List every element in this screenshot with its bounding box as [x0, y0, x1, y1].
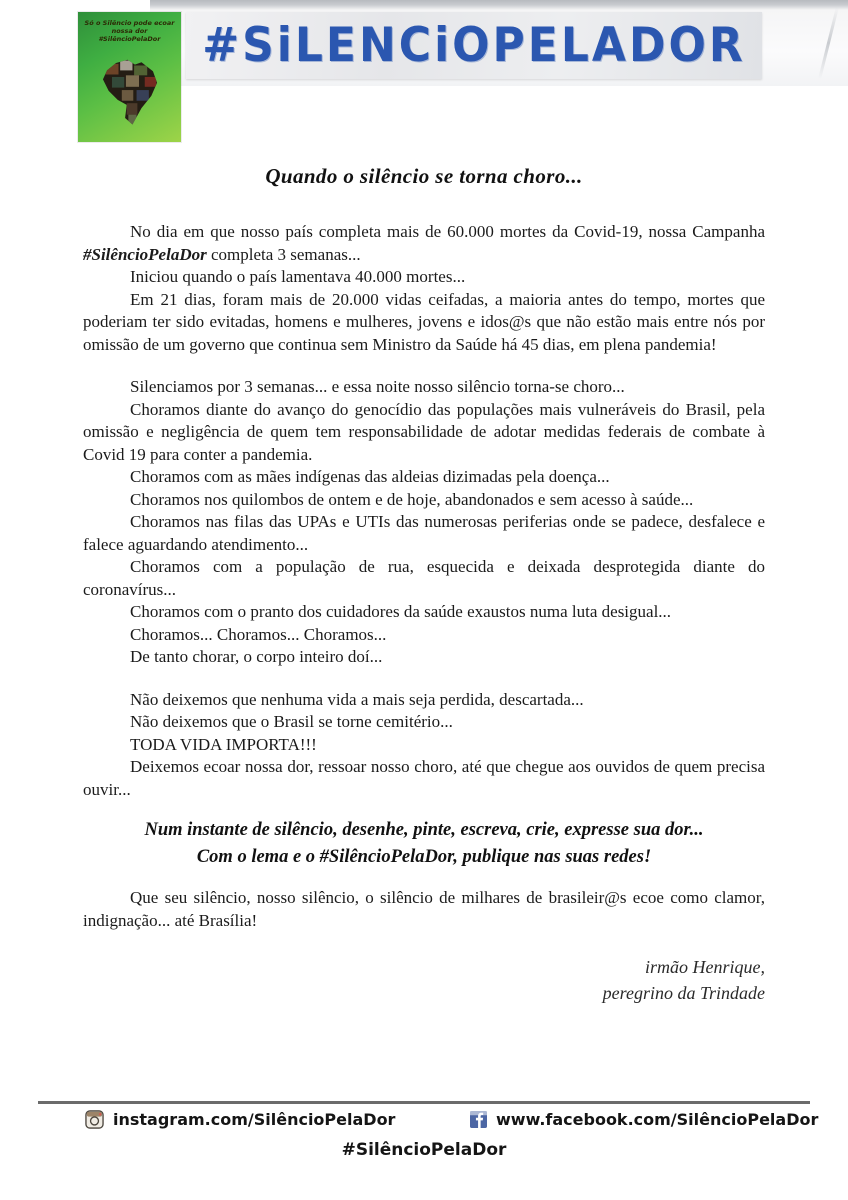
paragraph: Silenciamos por 3 semanas... e essa noite nosso silêncio torna-se choro...: [130, 377, 625, 396]
poster-slogan-line1: Só o Silêncio pode ecoar nossa dor: [84, 19, 175, 35]
poster-slogan-line2: #SilêncioPelaDor: [98, 35, 161, 43]
banner-cloth: [186, 12, 762, 79]
facebook-link[interactable]: [470, 1110, 818, 1129]
banner-photo: [150, 0, 848, 86]
footer-hashtag: #SilêncioPelaDor: [341, 1140, 507, 1160]
campaign-poster: [78, 12, 181, 142]
paragraph: Choramos com as mães indígenas das aldeias dizimadas pela doença...: [130, 467, 610, 486]
paragraph-toda-vida-importa: TODA VIDA IMPORTA!!!: [130, 734, 317, 754]
call-to-action-line2: Com o lema e o #SilêncioPelaDor, publique nas suas redes!: [196, 847, 652, 867]
paragraph: Não deixemos que nenhuma vida a mais seja perdida, descartada...: [130, 689, 584, 709]
paragraph: Em 21 dias, foram mais de 20.000 vidas ceifadas, a maioria antes do tempo, mortes que poderiam ter sido evitadas, homens e mulheres, jovens e idos@s que não estão mais entre nós por omissão de um governo que continua sem Ministro da Saúde há 45 dias, em plena pandemia!: [83, 289, 765, 354]
signature-role: peregrino da Trindade: [602, 983, 765, 1003]
campaign-hashtag-inline: #SilêncioPelaDor: [83, 244, 207, 264]
instagram-link-label: instagram.com/SilêncioPelaDor: [113, 1110, 396, 1129]
footer-divider: [38, 1101, 810, 1104]
paragraph: Choramos com o pranto dos cuidadores da saúde exaustos numa luta desigual...: [130, 602, 672, 621]
paragraph-intro: [83, 221, 765, 266]
footer-social-row: [0, 1110, 848, 1136]
call-to-action-line1: Num instante de silêncio, desenhe, pinte, escreva, crie, expresse sua dor...: [144, 820, 704, 840]
paragraph: Choramos com a população de rua, esquecida e deixada desprotegida diante do coronavírus...: [83, 557, 765, 599]
letter-body: [0, 189, 848, 1006]
facebook-icon: [470, 1111, 487, 1128]
signature: [83, 954, 765, 1006]
paragraph: Não deixemos que o Brasil se torne cemitério...: [130, 712, 453, 731]
paragraph-intro-post: completa 3 semanas...: [206, 244, 361, 264]
header: [0, 0, 848, 150]
call-to-action: [83, 817, 765, 871]
paragraph-intro-pre: No dia em que nosso país completa mais de 60.000 mortes da Covid-19, nossa Campanha: [130, 222, 765, 241]
signature-name: irmão Henrique,: [645, 957, 765, 977]
paragraph: Choramos diante do avanço do genocídio das populações mais vulneráveis do Brasil, pela omissão e negligência de quem tem responsabilidade de adotar medidas federais de combate à Covid 19 para conter a pandemia.: [83, 399, 765, 464]
paragraph: De tanto chorar, o corpo inteiro doí...: [130, 647, 383, 666]
paragraph: Iniciou quando o país lamentava 40.000 mortes...: [130, 267, 466, 286]
paragraph: Choramos... Choramos... Choramos...: [130, 624, 387, 644]
paragraph: Choramos nas filas das UPAs e UTIs das numerosas periferias onde se padece, desfalece e falece aguardando atendimento...: [83, 512, 765, 554]
facebook-link-label: www.facebook.com/SilêncioPelaDor: [496, 1110, 819, 1129]
paragraph: Deixemos ecoar nossa dor, ressoar nosso choro, até que chegue aos ouvidos de quem precisa ouvir...: [83, 757, 765, 799]
paragraph: Que seu silêncio, nosso silêncio, o silêncio de milhares de brasileir@s ecoe como clamor, indignação... até Brasília!: [83, 888, 765, 930]
paragraph: Choramos nos quilombos de ontem e de hoje, abandonados e sem acesso à saúde...: [130, 489, 694, 509]
page-title: Quando o silêncio se torna choro...: [265, 164, 583, 188]
banner-hashtag-text: #SiLENCiOPELADOR: [202, 17, 746, 74]
instagram-icon: [85, 1110, 104, 1129]
brazil-map-collage-image: [89, 49, 171, 141]
banner-fold-crease: [818, 7, 839, 80]
instagram-link[interactable]: [85, 1110, 395, 1129]
